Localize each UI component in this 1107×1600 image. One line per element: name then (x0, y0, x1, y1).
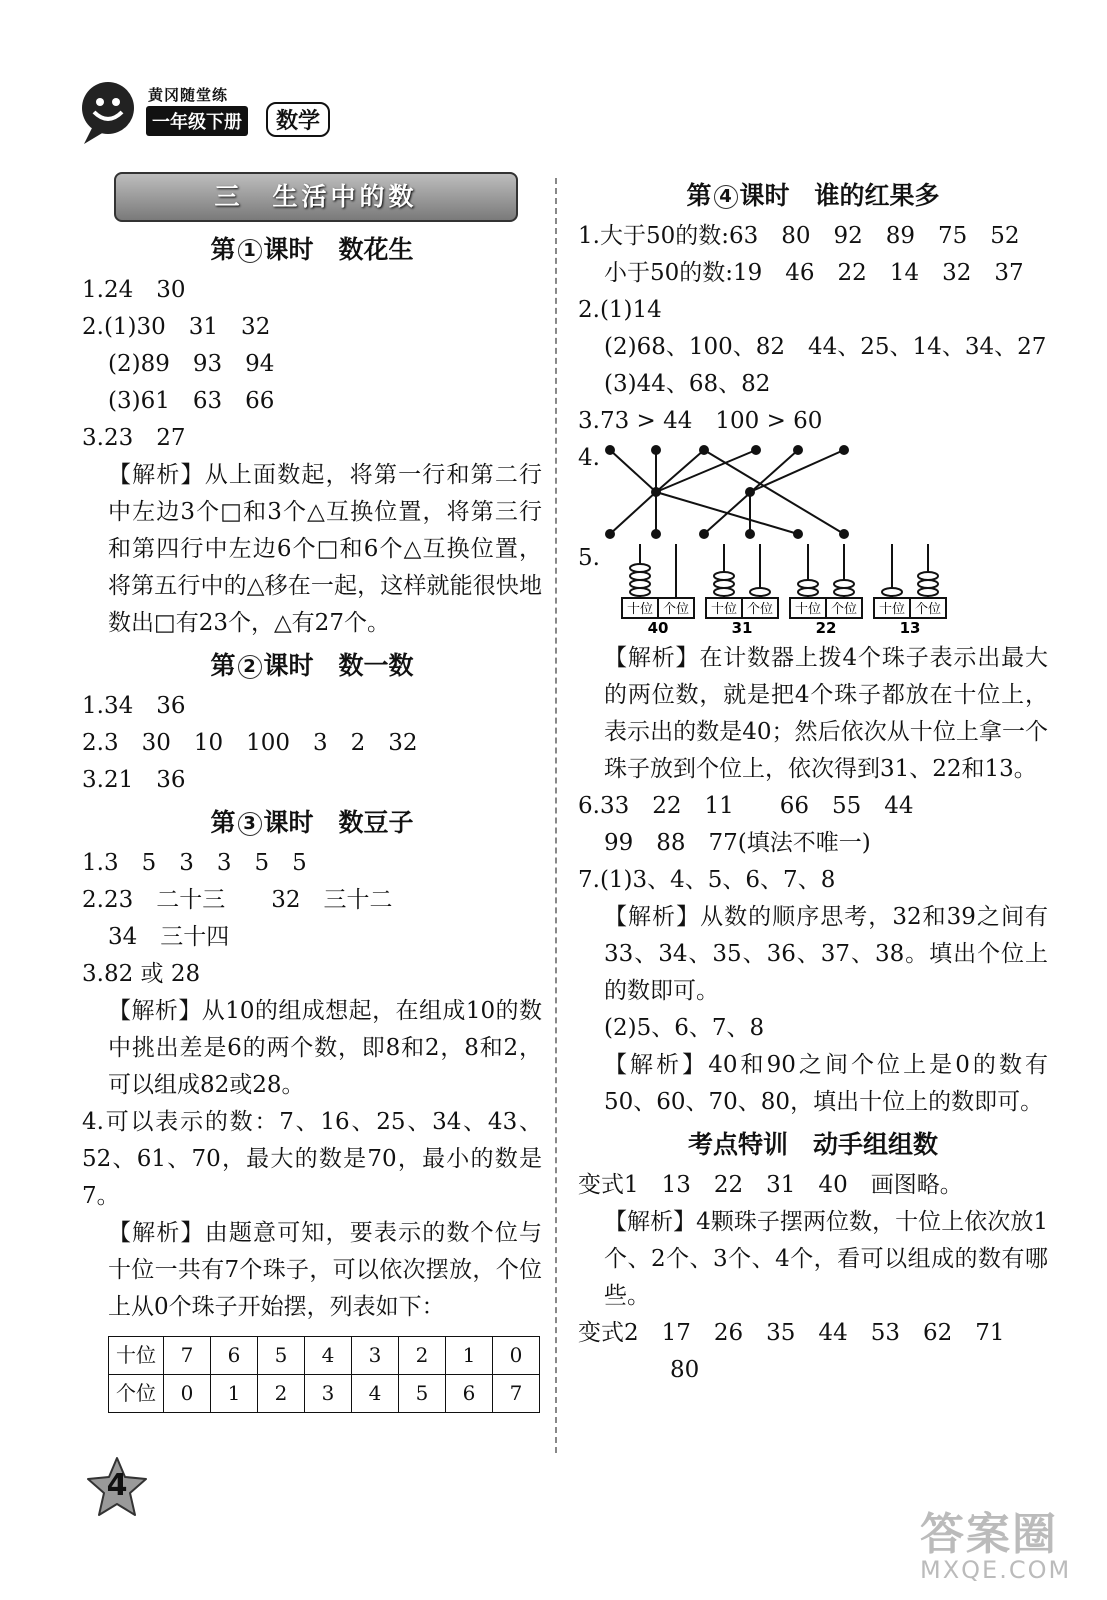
tens-label: 十位 (710, 602, 738, 617)
ones-label: 个位 (746, 602, 774, 617)
table-cell: 4 (305, 1337, 352, 1375)
abacus-13 (870, 540, 950, 636)
bead (918, 572, 938, 580)
matching-question (578, 440, 1048, 540)
tens-label: 十位 (878, 602, 906, 617)
bead (630, 572, 650, 580)
ones-label: 个位 (662, 602, 690, 617)
answer-line: 变式2 17 26 35 44 53 62 71 (578, 1320, 1005, 1346)
answer-line: 2.(1)14 (578, 297, 662, 323)
analysis-text: 【解析】从数的顺序思考，32和39之间有33、34、35、36、37、38。填出个位上的数即可。 (604, 904, 1048, 1004)
ones-label: 个位 (914, 602, 942, 617)
answer-line: (2)68、100、82 44、25、14、34、27 (604, 334, 1047, 360)
table-cell: 1 (211, 1375, 258, 1413)
answer-line: 7.(1)3、4、5、6、7、8 (578, 867, 836, 893)
answer-line: (3)61 63 66 (108, 388, 275, 414)
answer-line: 小于50的数:19 46 22 14 32 37 (604, 260, 1024, 286)
watermark (920, 1498, 1071, 1584)
analysis-text: 【解析】在计数器上拨4个珠子表示出最大的两位数，就是把4个珠子都放在十位上，表示出的数是40；然后依次从十位上拿一个珠子放到个位上，依次得到31、22和13。 (604, 645, 1048, 782)
ones-label: 个位 (830, 602, 858, 617)
table-row (109, 1375, 540, 1413)
answer-line: 1.34 36 (82, 693, 186, 719)
bead (714, 572, 734, 580)
brand-name: 黄冈随堂练 (148, 86, 229, 104)
answer-line: (2)89 93 94 (108, 351, 275, 377)
table-row (109, 1337, 540, 1375)
abacus-value: 40 (647, 619, 669, 636)
analysis-text: 【解析】40和90之间个位上是0的数有50、60、70、80，填出十位上的数即可。 (604, 1052, 1048, 1115)
table-cell: 0 (493, 1337, 540, 1375)
abacus-22 (786, 540, 866, 636)
abacus-row (618, 540, 958, 636)
answer-line: 1.大于50的数:63 80 92 89 75 52 (578, 223, 1020, 249)
table-cell: 5 (258, 1337, 305, 1375)
table-cell: 2 (399, 1337, 446, 1375)
answer-line: 3.73 > 44 100 > 60 (578, 408, 823, 434)
bead (834, 580, 854, 588)
answer-line: 99 88 77(填法不唯一) (604, 830, 871, 856)
answer-line: 34 三十四 (108, 924, 230, 950)
table-cell: 6 (446, 1375, 493, 1413)
question-number: 5. (578, 545, 600, 571)
analysis-text: 【解析】4颗珠子摆两位数，十位上依次放1个、2个、3个、4个，看可以组成的数有哪些。 (604, 1209, 1048, 1309)
bead (798, 588, 818, 596)
bead (714, 588, 734, 596)
answer-line: 1.24 30 (82, 277, 186, 303)
matching-lines-diagram (602, 444, 862, 540)
table-cell: 7 (493, 1375, 540, 1413)
abacus-value: 13 (899, 619, 921, 636)
table-cell: 3 (305, 1375, 352, 1413)
tens-label: 十位 (794, 602, 822, 617)
grade-label: 一年级下册 (146, 106, 248, 136)
abacus-31 (702, 540, 782, 636)
bead-table (108, 1336, 540, 1413)
left-column (82, 172, 542, 1419)
answer-line: 变式1 13 22 31 40 画图略。 (578, 1172, 963, 1198)
watermark-line1: 答案圈 (920, 1509, 1058, 1560)
answer-line: 6.33 22 11 66 55 44 (578, 793, 914, 819)
unit-title: 三 生活中的数 (114, 172, 518, 222)
abacus-value: 31 (731, 619, 753, 636)
bead (918, 580, 938, 588)
table-header-cell: 十位 (109, 1337, 164, 1375)
bead (630, 588, 650, 596)
analysis-text: 【解析】从上面数起，将第一行和第二行中左边3个□和3个△互换位置，将第三行和第四行中左边6个□和6个△互换位置，将第五行中的△移在一起，这样就能很快地数出□有23个，△有27个。 (108, 462, 542, 636)
bead (750, 588, 770, 596)
bead (834, 588, 854, 596)
bead (714, 580, 734, 588)
answer-line: 3.21 36 (82, 767, 186, 793)
lesson-3-title: 第 3 课时 数豆子 (210, 808, 414, 837)
special-training-title: 考点特训 动手组组数 (687, 1130, 938, 1159)
table-cell: 4 (352, 1375, 399, 1413)
answer-line: 2.(1)30 31 32 (82, 314, 271, 340)
book-header (78, 78, 358, 158)
answer-line: 2.23 二十三 32 三十二 (82, 887, 393, 913)
watermark-line2: MXQE.COM (920, 1556, 1072, 1584)
answer-line: (2)5、6、7、8 (604, 1015, 765, 1041)
lesson-1-title: 第 1 课时 数花生 (210, 235, 414, 264)
table-cell: 6 (211, 1337, 258, 1375)
answer-line: 4.可以表示的数：7、16、25、34、43、52、61、70，最大的数是70，最小的数是7。 (82, 1109, 542, 1209)
table-cell: 1 (446, 1337, 493, 1375)
bead (918, 588, 938, 596)
right-column (578, 172, 1048, 1389)
abacus-40 (618, 540, 698, 636)
abacus-question (578, 540, 1048, 640)
table-cell: 7 (164, 1337, 211, 1375)
table-cell: 2 (258, 1375, 305, 1413)
lesson-4-title: 第 4 课时 谁的红果多 (686, 181, 940, 210)
bead (630, 580, 650, 588)
analysis-text: 【解析】由题意可知，要表示的数个位与十位一共有7个珠子，可以依次摆放，个位上从0个珠子开始摆，列表如下： (108, 1220, 542, 1320)
bead (630, 564, 650, 572)
answer-line: 1.3 5 3 3 5 5 (82, 850, 307, 876)
bead (798, 580, 818, 588)
answer-line: 2.3 30 10 100 3 2 32 (82, 730, 418, 756)
table-cell: 5 (399, 1375, 446, 1413)
answer-line: 80 (670, 1357, 700, 1383)
answer-line: (3)44、68、82 (604, 371, 771, 397)
table-header-cell: 个位 (109, 1375, 164, 1413)
abacus-value: 22 (815, 619, 837, 636)
column-divider (555, 178, 557, 1453)
table-cell: 3 (352, 1337, 399, 1375)
lesson-2-title: 第 2 课时 数一数 (210, 651, 414, 680)
table-cell: 0 (164, 1375, 211, 1413)
bead (882, 588, 902, 596)
answer-line: 3.82 或 28 (82, 961, 201, 987)
tens-label: 十位 (626, 602, 654, 617)
page-number: 4 (106, 1468, 128, 1503)
answer-line: 3.23 27 (82, 425, 186, 451)
analysis-text: 【解析】从10的组成想起，在组成10的数中挑出差是6的两个数，即8和2，8和2，可以组成82或28。 (108, 998, 542, 1098)
smiley-logo-icon (78, 78, 148, 148)
question-number: 4. (578, 445, 600, 471)
subject-label: 数学 (266, 102, 330, 137)
